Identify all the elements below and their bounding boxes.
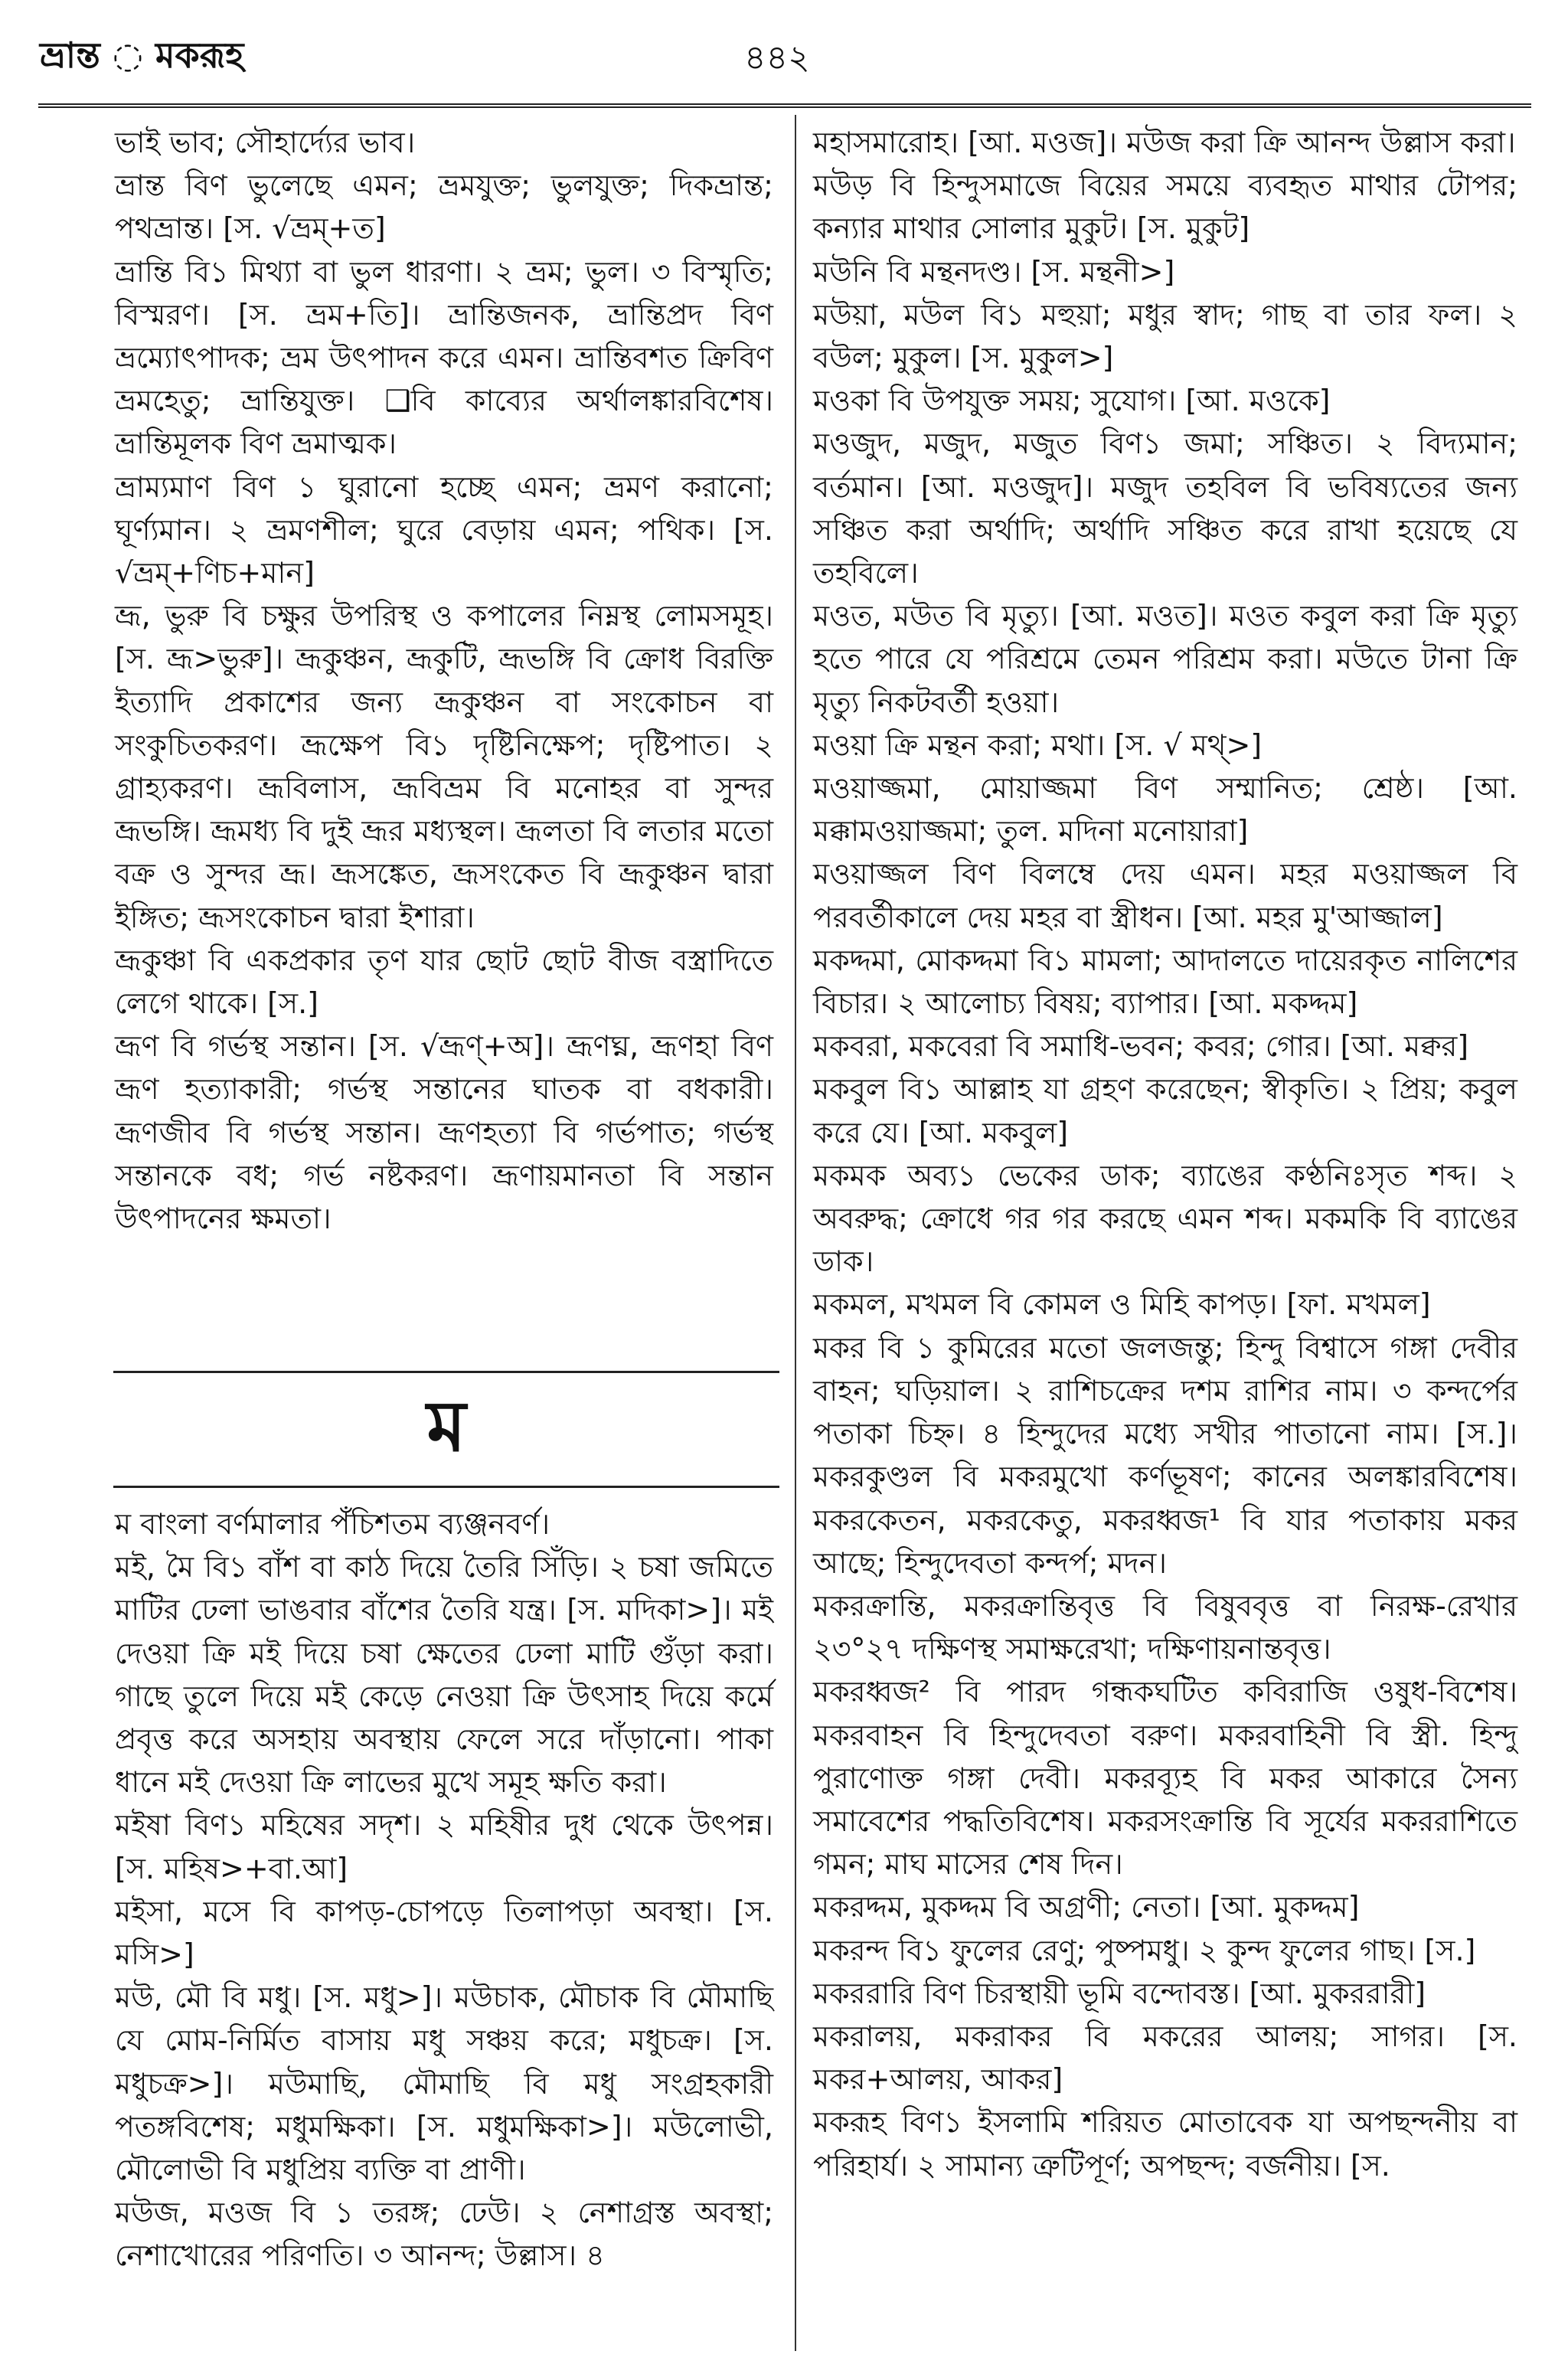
dictionary-entry: মকরালয়, মকরাকর বি মকরের আলয়; সাগর। [স. মকর+আলয়, আকর] (813, 2019, 1517, 2097)
page-header (40, 21, 1528, 83)
dictionary-entry: মউনি বি মন্থনদণ্ড। [স. মন্থনী>] (813, 254, 1175, 289)
dictionary-entry: ম বাংলা বর্ণমালার পঁচিশতম ব্যঞ্জনবর্ণ। (115, 1507, 550, 1541)
left-column (115, 121, 773, 1240)
section-letter-block (113, 1371, 779, 1489)
dictionary-entry: মউয়া, মউল বি১ মহুয়া; মধুর স্বাদ; গাছ বা তার ফল। ২ বউল; মুকুল। [স. মুকুল>] (813, 297, 1517, 375)
dictionary-entry: মউজ, মওজ বি ১ তরঙ্গ; ঢেউ। ২ নেশাগ্রস্ত অবস্থা; নেশাখোরের পরিণতি। ৩ আনন্দ; উল্লাস। ৪ (115, 2196, 773, 2273)
dictionary-entry: মকররারি বিণ চিরস্থায়ী ভূমি বন্দোবস্ত। [আ. মুকররারী] (813, 1976, 1426, 2010)
dictionary-entry: ভ্রাম্যমাণ বিণ ১ ঘুরানো হচ্ছে এমন; ভ্রমণ করানো; ঘূর্ণ্যমান। ২ ভ্রমণশীল; ঘুরে বেড়ায় এমন; পথিক। [স. √ভ্রম্+ণিচ+মান] (115, 469, 773, 590)
dictionary-entry: মউড় বি হিন্দুসমাজে বিয়ের সময়ে ব্যবহৃত মাথার টোপর; কন্যার মাথার সোলার মুকুট। [স. মুকুট] (813, 168, 1517, 246)
dictionary-entry: ভ্রান্ত বিণ ভুলেছে এমন; ভ্রমযুক্ত; ভুলযুক্ত; দিকভ্রান্ত; পথভ্রান্ত। [স. √ভ্রম্+ত] (115, 168, 773, 246)
page-number: ৪৪২ (744, 38, 810, 77)
dictionary-entry: ভ্রূ, ভুরু বি চক্ষুর উপরিস্থ ও কপালের নিম্নস্থ লোমসমূহ। [স. ভ্রূ>ভুরু]। ভ্রূকুঞ্চন, ভ্রূকুটি, ভ্রূভঙ্গি বি ক্রোধ বিরক্তি ইত্যাদি প্রকাশের জন্য ভ্রূকুঞ্চন বা সংকোচন বা সংকুচিতকরণ। ভ্রূক্ষেপ বি১ দৃষ্টিনিক্ষেপ; দৃষ্টিপাত। ২ গ্রাহ্যকরণ। ভ্রূবিলাস, ভ্রূবিভ্রম বি মনোহর বা সুন্দর ভ্রূভঙ্গি। ভ্রূমধ্য বি দুই ভ্রূর মধ্যস্থল। ভ্রূলতা বি লতার মতো বক্র ও সুন্দর ভ্রূ। ভ্রূসঙ্কেত, ভ্রূসংকেত বি ভ্রূকুঞ্চন দ্বারা ইঙ্গিত; ভ্রূসংকোচন দ্বারা ইশারা। (115, 599, 773, 934)
dictionary-entry: মকরন্দ বি১ ফুলের রেণু; পুষ্পমধু। ২ কুন্দ ফুলের গাছ। [স.] (813, 1933, 1476, 1967)
section-letter: ম (426, 1385, 466, 1467)
dictionary-entry: মকরধ্বজ² বি পারদ গন্ধকঘটিত কবিরাজি ওষুধ-বিশেষ। মকরবাহন বি হিন্দুদেবতা বরুণ। মকরবাহিনী বি স্ত্রী. হিন্দু পুরাণোক্ত গঙ্গা দেবী। মকরব্যূহ বি মকর আকারে সৈন্য সমাবেশের পদ্ধতিবিশেষ। মকরসংক্রান্তি বি সূর্যের মকররাশিতে গমন; মাঘ মাসের শেষ দিন। (813, 1675, 1517, 1882)
dictionary-entry: মউ, মৌ বি মধু। [স. মধু>]। মউচাক, মৌচাক বি মৌমাছি যে মোম-নির্মিত বাসায় মধু সঞ্চয় করে; মধুচক্র। [স. মধুচক্র>]। মউমাছি, মৌমাছি বি মধু সংগ্রহকারী পতঙ্গবিশেষ; মধুমক্ষিকা। [স. মধুমক্ষিকা>]। মউলোভী, মৌলোভী বি মধুপ্রিয় ব্যক্তি বা প্রাণী। (115, 1980, 773, 2187)
column-divider (795, 115, 796, 2351)
dictionary-entry: মইসা, মসে বি কাপড়-চোপড়ে তিলাপড়া অবস্থা। [স. মসি>] (115, 1894, 773, 1972)
dictionary-entry: ভাই ভাব; সৌহার্দ্যের ভাব। (115, 126, 416, 159)
dictionary-entry: মওত, মউত বি মৃত্যু। [আ. মওত]। মওত কবুল করা ক্রি মৃত্যু হতে পারে যে পরিশ্রমে তেমন পরিশ্রম করা। মউতে টানা ক্রি মৃত্যু নিকটবর্তী হওয়া। (813, 599, 1517, 719)
dictionary-entry: ভ্রান্তি বি১ মিথ্যা বা ভুল ধারণা। ২ ভ্রম; ভুল। ৩ বিস্মৃতি; বিস্মরণ। [স. ভ্রম+তি]। ভ্রান্তিজনক, ভ্রান্তিপ্রদ বিণ ভ্রম্যোৎপাদক; ভ্রম উৎপাদন করে এমন। ভ্রান্তিবশত ক্রিবিণ ভ্রমহেতু; ভ্রান্তিযুক্ত। ❑বি কাব্যের অর্থালঙ্কারবিশেষ। ভ্রান্তিমূলক বিণ ভ্রমাত্মক। (115, 254, 773, 461)
dictionary-entry: মকরক্রান্তি, মকরক্রান্তিবৃত্ত বি বিষুববৃত্ত বা নিরক্ষ-রেখার ২৩°২৭ দক্ষিণস্থ সমাক্ষরেখা; দক্ষিণায়নান্তবৃত্ত। (813, 1588, 1517, 1666)
dictionary-entry: মকবরা, মকবেরা বি সমাধি-ভবন; কবর; গোর। [আ. মক্বর] (813, 1029, 1469, 1064)
dictionary-entry: মকমক অব্য১ ভেকের ডাক; ব্যাঙের কণ্ঠনিঃসৃত শব্দ। ২ অবরুদ্ধ; ক্রোধে গর গর করছে এমন শব্দ। মকমকি বি ব্যাঙের ডাক। (813, 1158, 1517, 1279)
dictionary-entry: ভ্রূণ বি গর্ভস্থ সন্তান। [স. √ভ্রূণ্+অ]। ভ্রূণঘ্ন, ভ্রূণহা বিণ ভ্রূণ হত্যাকারী; গর্ভস্থ সন্তানের ঘাতক বা বধকারী। ভ্রূণজীব বি গর্ভস্থ সন্তান। ভ্রূণহত্যা বি গর্ভপাত; গর্ভস্থ সন্তানকে বধ; গর্ভ নষ্টকরণ। ভ্রূণায়মানতা বি সন্তান উৎপাদনের ক্ষমতা। (115, 1029, 773, 1236)
guide-words: ভ্রান্ত ◌ মকরূহ (40, 34, 244, 76)
dictionary-entry: মকবুল বি১ আল্লাহ যা গ্রহণ করেছেন; স্বীকৃতি। ২ প্রিয়; কবুল করে যে। [আ. মকবুল] (813, 1072, 1517, 1149)
dictionary-entry: মকর বি ১ কুমিরের মতো জলজন্তু; হিন্দু বিশ্বাসে গঙ্গা দেবীর বাহন; ঘড়িয়াল। ২ রাশিচক্রের দশম রাশির নাম। ৩ কন্দর্পের পতাকা চিহ্ন। ৪ হিন্দুদের মধ্যে সখীর পাতানো নাম। [স.]। মকরকুণ্ডল বি মকরমুখো কর্ণভূষণ; কানের অলঙ্কারবিশেষ। মকরকেতন, মকরকেতু, মকরধ্বজ¹ বি যার পতাকায় মকর আছে; হিন্দুদেবতা কন্দর্প; মদন। (813, 1330, 1517, 1580)
section-rule-top (113, 1371, 779, 1373)
dictionary-entry: মকদ্দমা, মোকদ্দমা বি১ মামলা; আদালতে দায়েরকৃত নালিশের বিচার। ২ আলোচ্য বিষয়; ব্যাপার। [আ. মকদ্দম] (813, 943, 1517, 1021)
dictionary-entry: মওজুদ, মজুদ, মজুত বিণ১ জমা; সঞ্চিত। ২ বিদ্যমান; বর্তমান। [আ. মওজুদ]। মজুদ তহবিল বি ভবিষ্যতের জন্য সঞ্চিত করা অর্থাদি; অর্থাদি সঞ্চিত করে রাখা হয়েছে যে তহবিলে। (813, 427, 1517, 590)
dictionary-entry: মকমল, মখমল বি কোমল ও মিহি কাপড়। [ফা. মখমল] (813, 1287, 1431, 1322)
left-column-lower (115, 1503, 773, 2278)
right-column (813, 121, 1517, 2187)
dictionary-entry: মওয়াজ্জমা, মোয়াজ্জমা বিণ সম্মানিত; শ্রেষ্ঠ। [আ. মক্কামওয়াজ্জমা; তুল. মদিনা মনোয়ারা] (813, 771, 1517, 849)
dictionary-entry: মহাসমারোহ। [আ. মওজ]। মউজ করা ক্রি আনন্দ উল্লাস করা। (813, 126, 1516, 159)
dictionary-entry: ভ্রূকুঞ্চা বি একপ্রকার তৃণ যার ছোট ছোট বীজ বস্ত্রাদিতে লেগে থাকে। [স.] (115, 943, 773, 1021)
header-rule (38, 103, 1531, 108)
dictionary-entry: মকরূহ বিণ১ ইসলামি শরিয়ত মোতাবেক যা অপছন্দনীয় বা পরিহার্য। ২ সামান্য ত্রুটিপূর্ণ; অপছন্দ; বর্জনীয়। [স. (813, 2105, 1517, 2183)
dictionary-entry: মকরদ্দম, মুকদ্দম বি অগ্রণী; নেতা। [আ. মুকদ্দম] (813, 1890, 1360, 1924)
dictionary-entry: মওকা বি উপযুক্ত সময়; সুযোগ। [আ. মওকে] (813, 384, 1331, 418)
dictionary-entry: মওয়াজ্জল বিণ বিলম্বে দেয় এমন। মহর মওয়াজ্জল বি পরবর্তীকালে দেয় মহর বা স্ত্রীধন। [আ. মহর মু'আজ্জাল] (813, 857, 1517, 934)
dictionary-entry: মওয়া ক্রি মন্থন করা; মথা। [স. √ মথ্>] (813, 728, 1263, 762)
section-rule-bottom (113, 1486, 779, 1488)
dictionary-entry: মইষা বিণ১ মহিষের সদৃশ। ২ মহিষীর দুধ থেকে উৎপন্ন। [স. মহিষ>+বা.আ] (115, 1808, 773, 1885)
dictionary-entry: মই, মৈ বি১ বাঁশ বা কাঠ দিয়ে তৈরি সিঁড়ি। ২ চষা জমিতে মাটির ঢেলা ভাঙবার বাঁশের তৈরি যন্ত্র। [স. মদিকা>]। মই দেওয়া ক্রি মই দিয়ে চষা ক্ষেতের ঢেলা মাটি গুঁড়া করা। গাছে তুলে দিয়ে মই কেড়ে নেওয়া ক্রি উৎসাহ দিয়ে কর্মে প্রবৃত্ত করে অসহায় অবস্থায় ফেলে সরে দাঁড়ানো। পাকা ধানে মই দেওয়া ক্রি লাভের মুখে সমূহ ক্ষতি করা। (115, 1550, 773, 1800)
